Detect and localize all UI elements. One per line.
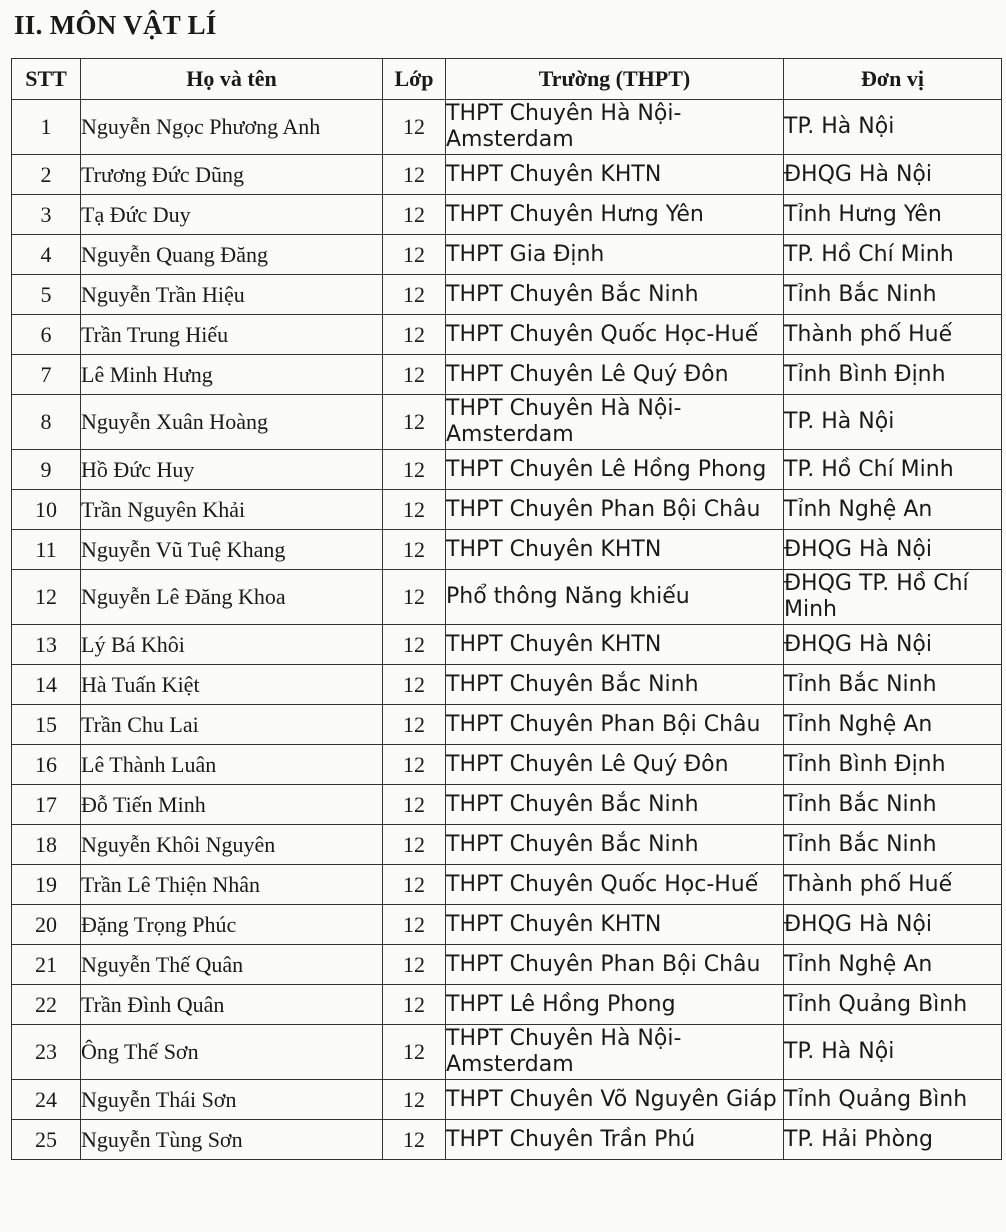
- row-stt: 18: [12, 825, 81, 865]
- row-school: THPT Gia Định: [446, 235, 784, 275]
- row-school: THPT Chuyên Võ Nguyên Giáp: [446, 1080, 784, 1120]
- row-stt: 9: [12, 450, 81, 490]
- row-stt: 22: [12, 985, 81, 1025]
- table-row: [12, 945, 1002, 985]
- row-school: THPT Chuyên Quốc Học-Huế: [446, 315, 784, 355]
- row-name: Nguyễn Vũ Tuệ Khang: [81, 530, 383, 570]
- table-row: [12, 530, 1002, 570]
- row-name: Tạ Đức Duy: [81, 195, 383, 235]
- row-stt: 21: [12, 945, 81, 985]
- row-grade: 12: [383, 155, 446, 195]
- row-name: Nguyễn Khôi Nguyên: [81, 825, 383, 865]
- row-school: Phổ thông Năng khiếu: [446, 570, 784, 625]
- row-grade: 12: [383, 945, 446, 985]
- row-grade: 12: [383, 745, 446, 785]
- row-school: THPT Chuyên Phan Bội Châu: [446, 490, 784, 530]
- row-stt: 3: [12, 195, 81, 235]
- row-name: Trần Trung Hiếu: [81, 315, 383, 355]
- row-stt: 25: [12, 1120, 81, 1160]
- row-school: THPT Chuyên KHTN: [446, 530, 784, 570]
- table-row: [12, 745, 1002, 785]
- row-stt: 15: [12, 705, 81, 745]
- row-name: Hồ Đức Huy: [81, 450, 383, 490]
- table-row: [12, 315, 1002, 355]
- table-row: [12, 665, 1002, 705]
- section-title: II. MÔN VẬT LÍ: [14, 10, 217, 40]
- header-name: Họ và tên: [81, 59, 383, 100]
- row-name: Nguyễn Trần Hiệu: [81, 275, 383, 315]
- row-school: THPT Chuyên Quốc Học-Huế: [446, 865, 784, 905]
- row-unit: Tỉnh Bắc Ninh: [784, 785, 1002, 825]
- row-school: THPT Chuyên Lê Quý Đôn: [446, 745, 784, 785]
- row-school: THPT Lê Hồng Phong: [446, 985, 784, 1025]
- row-grade: 12: [383, 985, 446, 1025]
- row-unit: Tỉnh Bình Định: [784, 745, 1002, 785]
- row-grade: 12: [383, 450, 446, 490]
- table-row: [12, 1080, 1002, 1120]
- row-school: THPT Chuyên Hà Nội- Amsterdam: [446, 1025, 784, 1080]
- row-unit: Tỉnh Nghệ An: [784, 945, 1002, 985]
- row-grade: 12: [383, 1025, 446, 1080]
- row-unit: ĐHQG Hà Nội: [784, 905, 1002, 945]
- row-unit: Thành phố Huế: [784, 315, 1002, 355]
- row-unit: Thành phố Huế: [784, 865, 1002, 905]
- table-row: [12, 825, 1002, 865]
- row-unit: ĐHQG TP. Hồ Chí Minh: [784, 570, 1002, 625]
- row-stt: 24: [12, 1080, 81, 1120]
- row-name: Lý Bá Khôi: [81, 625, 383, 665]
- row-stt: 5: [12, 275, 81, 315]
- table-row: [12, 275, 1002, 315]
- row-stt: 11: [12, 530, 81, 570]
- row-name: Trần Chu Lai: [81, 705, 383, 745]
- table-row: [12, 490, 1002, 530]
- row-grade: 12: [383, 275, 446, 315]
- row-stt: 16: [12, 745, 81, 785]
- row-grade: 12: [383, 905, 446, 945]
- row-unit: Tỉnh Nghệ An: [784, 490, 1002, 530]
- row-unit: Tỉnh Bình Định: [784, 355, 1002, 395]
- table-row: [12, 785, 1002, 825]
- row-unit: TP. Hà Nội: [784, 395, 1002, 450]
- row-grade: 12: [383, 530, 446, 570]
- table-row: [12, 155, 1002, 195]
- table-row: [12, 355, 1002, 395]
- row-unit: TP. Hồ Chí Minh: [784, 450, 1002, 490]
- row-school: THPT Chuyên Hưng Yên: [446, 195, 784, 235]
- row-unit: ĐHQG Hà Nội: [784, 155, 1002, 195]
- table-row: [12, 865, 1002, 905]
- table-row: [12, 195, 1002, 235]
- row-stt: 10: [12, 490, 81, 530]
- row-grade: 12: [383, 235, 446, 275]
- row-name: Nguyễn Ngọc Phương Anh: [81, 100, 383, 155]
- table-row: [12, 395, 1002, 450]
- row-school: THPT Chuyên Phan Bội Châu: [446, 945, 784, 985]
- row-stt: 19: [12, 865, 81, 905]
- row-name: Nguyễn Thái Sơn: [81, 1080, 383, 1120]
- row-unit: Tỉnh Quảng Bình: [784, 985, 1002, 1025]
- row-grade: 12: [383, 825, 446, 865]
- row-school: THPT Chuyên KHTN: [446, 905, 784, 945]
- table-row: [12, 450, 1002, 490]
- row-unit: Tỉnh Nghệ An: [784, 705, 1002, 745]
- row-grade: 12: [383, 570, 446, 625]
- table-row: [12, 705, 1002, 745]
- row-grade: 12: [383, 355, 446, 395]
- row-stt: 8: [12, 395, 81, 450]
- row-school: THPT Chuyên Lê Quý Đôn: [446, 355, 784, 395]
- row-name: Trần Nguyên Khải: [81, 490, 383, 530]
- table-row: [12, 100, 1002, 155]
- table-row: [12, 570, 1002, 625]
- row-grade: 12: [383, 195, 446, 235]
- row-name: Ông Thế Sơn: [81, 1025, 383, 1080]
- row-grade: 12: [383, 490, 446, 530]
- row-name: Trần Đình Quân: [81, 985, 383, 1025]
- row-name: Nguyễn Lê Đăng Khoa: [81, 570, 383, 625]
- row-grade: 12: [383, 395, 446, 450]
- row-grade: 12: [383, 785, 446, 825]
- table-header-row: [12, 59, 1002, 100]
- table-row: [12, 625, 1002, 665]
- table-row: [12, 1120, 1002, 1160]
- row-unit: Tỉnh Bắc Ninh: [784, 275, 1002, 315]
- row-stt: 2: [12, 155, 81, 195]
- row-stt: 13: [12, 625, 81, 665]
- row-school: THPT Chuyên KHTN: [446, 155, 784, 195]
- row-name: Đặng Trọng Phúc: [81, 905, 383, 945]
- row-school: THPT Chuyên Lê Hồng Phong: [446, 450, 784, 490]
- row-grade: 12: [383, 1080, 446, 1120]
- row-school: THPT Chuyên Bắc Ninh: [446, 825, 784, 865]
- row-grade: 12: [383, 1120, 446, 1160]
- row-stt: 4: [12, 235, 81, 275]
- row-unit: TP. Hà Nội: [784, 1025, 1002, 1080]
- row-name: Trương Đức Dũng: [81, 155, 383, 195]
- table-row: [12, 235, 1002, 275]
- row-name: Hà Tuấn Kiệt: [81, 665, 383, 705]
- row-grade: 12: [383, 865, 446, 905]
- row-name: Lê Thành Luân: [81, 745, 383, 785]
- row-unit: ĐHQG Hà Nội: [784, 530, 1002, 570]
- row-unit: ĐHQG Hà Nội: [784, 625, 1002, 665]
- row-unit: TP. Hồ Chí Minh: [784, 235, 1002, 275]
- row-stt: 6: [12, 315, 81, 355]
- row-stt: 12: [12, 570, 81, 625]
- row-name: Nguyễn Tùng Sơn: [81, 1120, 383, 1160]
- table-row: [12, 905, 1002, 945]
- row-stt: 20: [12, 905, 81, 945]
- header-school: Trường (THPT): [446, 59, 784, 100]
- row-school: THPT Chuyên Bắc Ninh: [446, 275, 784, 315]
- row-name: Đỗ Tiến Minh: [81, 785, 383, 825]
- row-stt: 7: [12, 355, 81, 395]
- header-stt: STT: [12, 59, 81, 100]
- row-school: THPT Chuyên Phan Bội Châu: [446, 705, 784, 745]
- row-name: Lê Minh Hưng: [81, 355, 383, 395]
- row-name: Trần Lê Thiện Nhân: [81, 865, 383, 905]
- row-school: THPT Chuyên Bắc Ninh: [446, 785, 784, 825]
- row-unit: Tỉnh Bắc Ninh: [784, 665, 1002, 705]
- row-school: THPT Chuyên KHTN: [446, 625, 784, 665]
- row-stt: 14: [12, 665, 81, 705]
- row-school: THPT Chuyên Bắc Ninh: [446, 665, 784, 705]
- row-name: Nguyễn Quang Đăng: [81, 235, 383, 275]
- row-unit: TP. Hà Nội: [784, 100, 1002, 155]
- table-body: [12, 100, 1002, 1160]
- row-grade: 12: [383, 100, 446, 155]
- row-unit: Tỉnh Quảng Bình: [784, 1080, 1002, 1120]
- header-grade: Lớp: [383, 59, 446, 100]
- row-name: Nguyễn Xuân Hoàng: [81, 395, 383, 450]
- row-grade: 12: [383, 665, 446, 705]
- results-table: [11, 58, 1002, 1160]
- table-row: [12, 985, 1002, 1025]
- row-school: THPT Chuyên Hà Nội- Amsterdam: [446, 395, 784, 450]
- row-stt: 23: [12, 1025, 81, 1080]
- header-unit: Đơn vị: [784, 59, 1002, 100]
- row-grade: 12: [383, 625, 446, 665]
- row-name: Nguyễn Thế Quân: [81, 945, 383, 985]
- row-grade: 12: [383, 315, 446, 355]
- row-school: THPT Chuyên Hà Nội- Amsterdam: [446, 100, 784, 155]
- row-unit: Tỉnh Hưng Yên: [784, 195, 1002, 235]
- row-stt: 17: [12, 785, 81, 825]
- row-stt: 1: [12, 100, 81, 155]
- row-school: THPT Chuyên Trần Phú: [446, 1120, 784, 1160]
- row-grade: 12: [383, 705, 446, 745]
- row-unit: Tỉnh Bắc Ninh: [784, 825, 1002, 865]
- table-row: [12, 1025, 1002, 1080]
- row-unit: TP. Hải Phòng: [784, 1120, 1002, 1160]
